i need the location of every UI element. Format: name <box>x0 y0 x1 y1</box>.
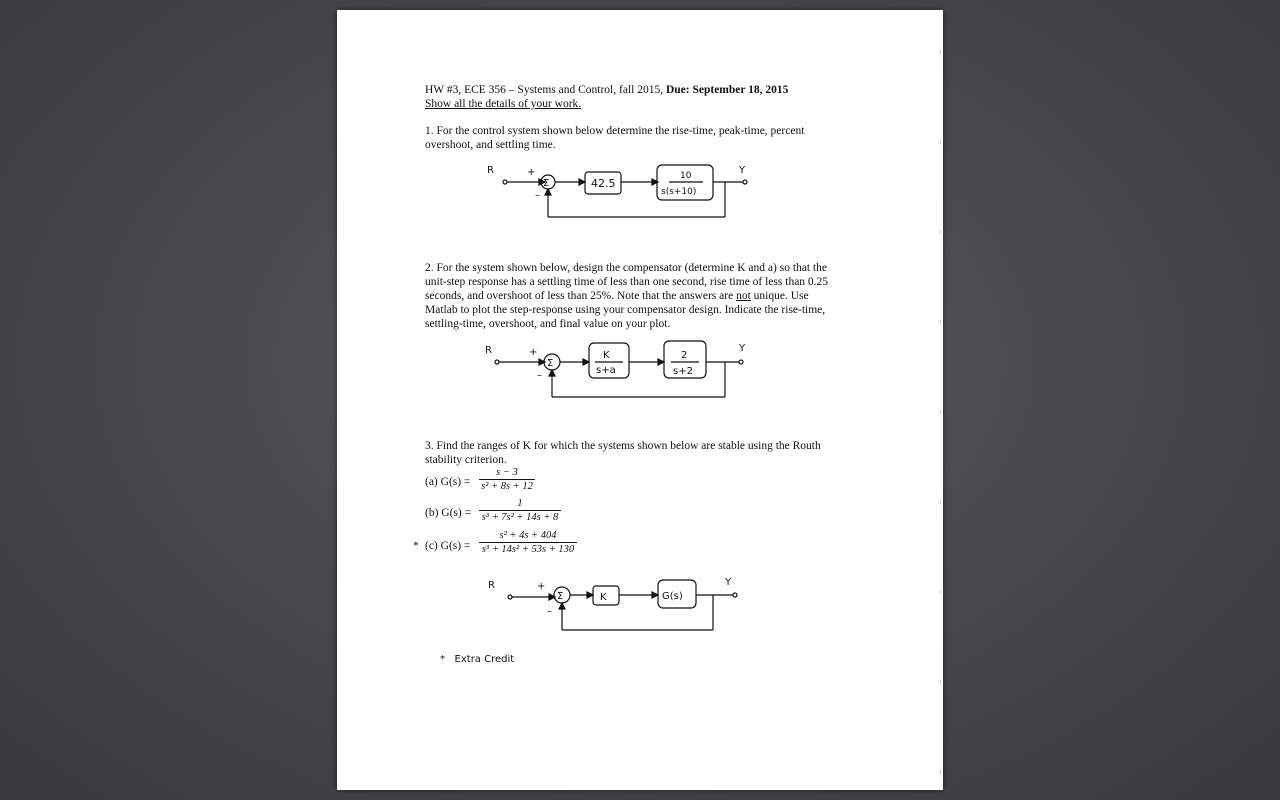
p2-sum-symbol: Σ <box>547 358 554 369</box>
p2-output-label: Y <box>739 343 746 354</box>
homework-page <box>337 10 943 790</box>
p2-comp-denominator: s+a <box>596 365 616 376</box>
problem2-line5: settling-time, overshoot, and final value on your plot. <box>425 318 671 330</box>
p3-plant-label: G(s) <box>662 591 683 602</box>
p3-output-label: Y <box>725 577 732 588</box>
p2-plant-denominator: s+2 <box>673 366 693 377</box>
p3-sum-symbol: Σ <box>557 591 564 602</box>
part-b-numerator: 1 <box>517 498 523 509</box>
p3-minus-sign: – <box>547 606 552 617</box>
problem3-line1: 3. Find the ranges of K for which the systems shown below are stable using the Routh <box>425 440 821 452</box>
p3-input-node <box>508 595 512 599</box>
p2-plant-numerator: 2 <box>681 350 688 361</box>
p1-sum-symbol: Σ <box>543 178 550 189</box>
problem1-line1: 1. For the control system shown below determine the rise-time, peak-time, percent <box>425 125 805 137</box>
p1-minus-sign: – <box>535 190 540 201</box>
p1-plant-denominator: s(s+10) <box>661 187 697 197</box>
p1-gain-value: 42.5 <box>591 177 616 190</box>
problem3-line2: stability criterion. <box>425 454 507 466</box>
p1-output-label: Y <box>739 165 746 176</box>
part-c-star: * <box>413 540 419 552</box>
problem2-line4: Matlab to plot the step-response using your compensator design. Indicate the rise-time, <box>425 304 826 316</box>
p2-comp-numerator: K <box>603 350 610 361</box>
p2-minus-sign: – <box>537 370 542 381</box>
part-a-denominator: s² + 8s + 12 <box>481 481 533 492</box>
problem1-line2: overshoot, and settling time. <box>425 139 556 151</box>
title-text: HW #3, ECE 356 – Systems and Control, fall 2015, <box>425 84 666 96</box>
p3-plus-sign: + <box>537 581 546 592</box>
p3-output-node <box>733 593 737 597</box>
problem2-line3: seconds, and overshoot of less than 25%. Note that the answers are not unique. Use <box>425 290 809 302</box>
part-c-label: (c) G(s) = <box>425 540 471 552</box>
p3-gain-label: K <box>600 592 607 603</box>
due-date: Due: September 18, 2015 <box>665 84 789 96</box>
instruction: Show all the details of your work. <box>425 98 582 110</box>
part-a-numerator: s − 3 <box>496 467 518 478</box>
p1-input-label: R <box>487 165 494 176</box>
extra-credit-note: * Extra Credit <box>440 654 515 665</box>
problem2-line2: unit-step response has a settling time of less than one second, rise time of less than 0.25 <box>425 276 829 288</box>
p2-input-label: R <box>485 345 492 356</box>
p2-plus-sign: + <box>529 347 538 358</box>
part-c-numerator: s² + 4s + 404 <box>499 530 557 541</box>
part-b-denominator: s³ + 7s² + 14s + 8 <box>481 512 559 523</box>
part-a-label: (a) G(s) = <box>425 476 471 488</box>
p3-input-label: R <box>488 580 495 591</box>
part-b-label: (b) G(s) = <box>425 507 472 519</box>
p1-plus-sign: + <box>527 167 536 178</box>
part-c-denominator: s³ + 14s² + 53s + 130 <box>481 544 575 555</box>
problem2-line1: 2. For the system shown below, design the compensator (determine K and a) so that the <box>425 262 827 274</box>
problem3-diagram <box>337 10 943 790</box>
p1-plant-numerator: 10 <box>680 171 692 181</box>
